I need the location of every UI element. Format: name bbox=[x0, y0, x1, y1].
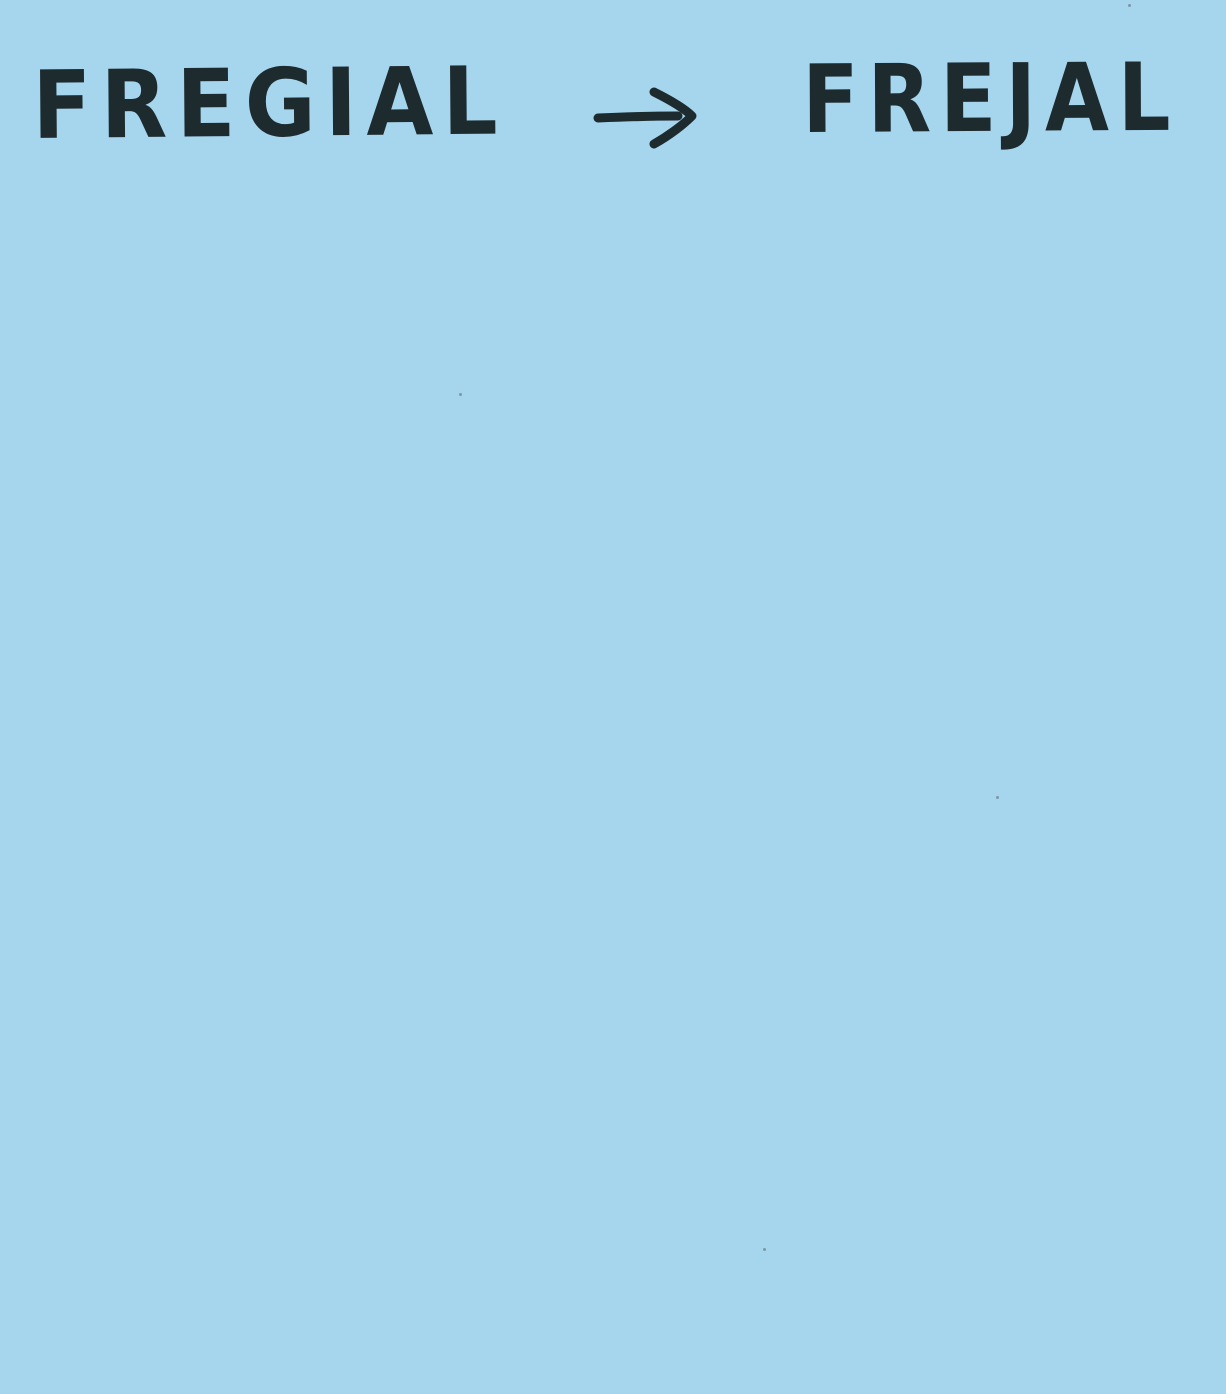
target-word: FREJAL bbox=[801, 43, 1180, 155]
paper-speck bbox=[459, 393, 462, 396]
source-word: FREGIAL bbox=[31, 47, 508, 161]
word-transformation-line bbox=[22, 40, 1212, 200]
right-arrow-icon bbox=[592, 80, 702, 150]
paper-speck bbox=[996, 796, 999, 799]
paper-speck bbox=[1128, 4, 1131, 7]
paper-speck bbox=[763, 1248, 766, 1251]
